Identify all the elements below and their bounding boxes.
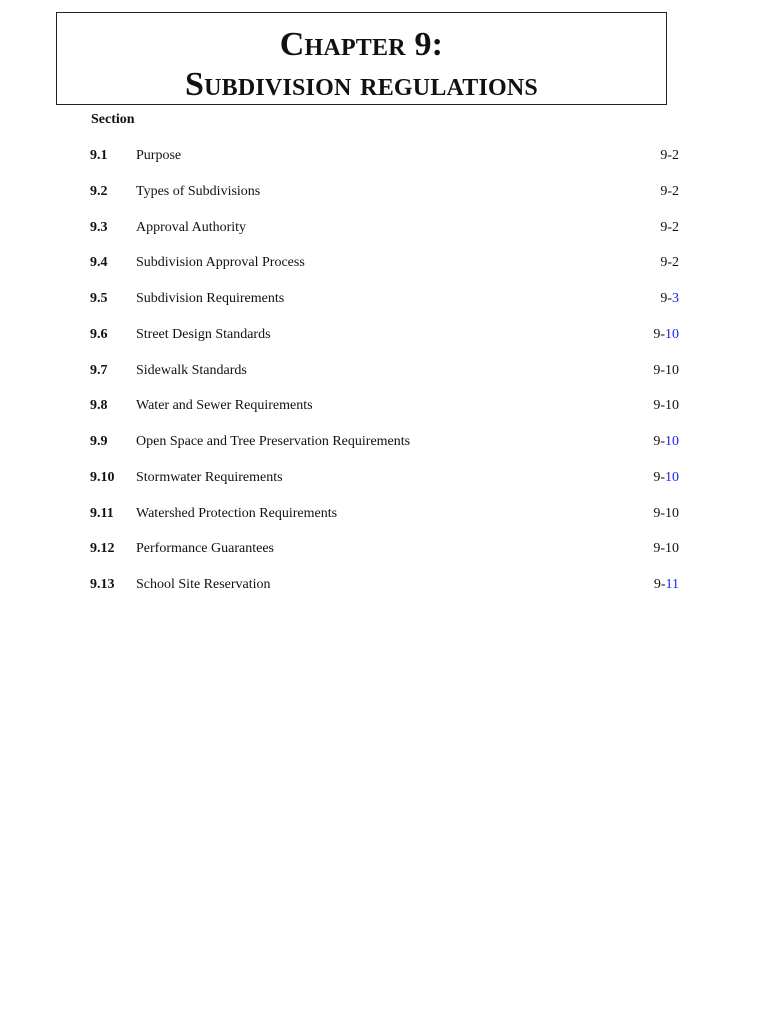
toc-entry[interactable] [0, 182, 770, 202]
toc-page-prefix: 9- [653, 541, 665, 557]
toc-page-number [660, 218, 679, 238]
toc-page-number[interactable] [660, 289, 679, 309]
toc-section-number: 9.3 [90, 219, 108, 235]
toc-page-link[interactable]: 11 [665, 577, 679, 592]
toc-page-number [653, 504, 679, 524]
toc-section-number: 9.2 [90, 183, 108, 199]
toc-entry[interactable] [0, 539, 770, 559]
toc-section-number: 9.4 [90, 255, 108, 271]
toc-page-number[interactable] [653, 432, 679, 452]
toc-page-number [653, 361, 679, 381]
toc-entry[interactable] [0, 504, 770, 524]
chapter-title-box [56, 12, 667, 105]
toc-entry[interactable] [0, 361, 770, 381]
toc-page-prefix: 9- [653, 577, 666, 592]
toc-entry[interactable] [0, 289, 770, 309]
toc-page-prefix: 9- [653, 505, 665, 521]
toc-section-title[interactable]: Open Space and Tree Preservation Requirements [136, 434, 411, 449]
chapter-title-line-2: Subdivision regulations [185, 66, 538, 103]
toc-page-prefix: 9- [653, 398, 665, 414]
toc-page-prefix: 9- [653, 469, 665, 485]
toc-page-prefix: 9- [660, 219, 672, 235]
toc-page-prefix: 9- [653, 362, 665, 378]
chapter-title-line-1: Chapter 9: [279, 26, 444, 63]
toc-entry[interactable] [0, 575, 770, 595]
toc-section-number: 9.1 [90, 148, 108, 163]
section-column-label: Section [91, 112, 135, 127]
toc-page-prefix: 9- [660, 291, 672, 306]
toc-entry[interactable] [0, 396, 770, 416]
toc-section-title[interactable]: Stormwater Requirements [136, 469, 283, 485]
toc-section-number: 9.5 [90, 291, 108, 306]
toc-page-link[interactable]: 10 [665, 326, 679, 342]
toc-page-prefix: 9- [660, 148, 672, 163]
toc-page-suffix: 10 [665, 541, 679, 557]
toc-section-number: 9.7 [90, 362, 108, 378]
toc-page-number[interactable] [653, 325, 679, 345]
toc-page-number [653, 396, 679, 416]
toc-page-suffix: 10 [665, 505, 679, 521]
toc-page-prefix: 9- [660, 255, 672, 271]
toc-section-title[interactable]: School Site Reservation [136, 577, 271, 592]
toc-page-suffix: 10 [665, 362, 679, 378]
toc-entry[interactable] [0, 218, 770, 238]
toc-section-number: 9.13 [90, 577, 115, 592]
toc-entry[interactable] [0, 325, 770, 345]
toc-entry[interactable] [0, 253, 770, 273]
toc-page-suffix: 2 [672, 255, 679, 271]
toc-page-suffix: 2 [672, 148, 679, 163]
toc-page-prefix: 9- [653, 326, 665, 342]
toc-page-link[interactable]: 10 [665, 434, 679, 449]
toc-page-suffix: 2 [672, 219, 679, 235]
toc-page-suffix: 2 [672, 183, 679, 199]
toc-section-title[interactable]: Performance Guarantees [136, 541, 274, 557]
toc-entry[interactable] [0, 432, 770, 452]
toc-section-title[interactable]: Watershed Protection Requirements [136, 505, 338, 521]
toc-entry[interactable] [0, 146, 770, 166]
toc-section-title[interactable]: Sidewalk Standards [136, 362, 247, 378]
toc-page-link[interactable]: 10 [665, 469, 679, 485]
toc-page-number [653, 539, 679, 559]
toc-section-title[interactable]: Subdivision Requirements [136, 291, 285, 306]
toc-page-number [660, 182, 679, 202]
toc-section-title[interactable]: Street Design Standards [136, 326, 271, 342]
toc-page-link[interactable]: 3 [672, 291, 679, 306]
toc-section-number: 9.12 [90, 541, 115, 557]
toc-page-prefix: 9- [660, 183, 672, 199]
toc-section-title[interactable]: Approval Authority [136, 219, 247, 235]
toc-section-number: 9.8 [90, 398, 108, 414]
toc-section-number: 9.11 [90, 505, 114, 521]
toc-section-title[interactable]: Subdivision Approval Process [136, 255, 305, 271]
toc-section-number: 9.10 [90, 469, 115, 485]
toc-section-title[interactable]: Water and Sewer Requirements [136, 398, 313, 414]
toc-section-title[interactable]: Purpose [136, 148, 182, 163]
toc-page-suffix: 10 [665, 398, 679, 414]
toc-page-number[interactable] [654, 575, 679, 595]
toc-section-number: 9.9 [90, 434, 108, 449]
toc-section-number: 9.6 [90, 326, 108, 342]
toc-page-number [660, 146, 679, 166]
toc-entry[interactable] [0, 468, 770, 488]
toc-page-number[interactable] [653, 468, 679, 488]
toc-page-number [660, 253, 679, 273]
toc-section-title[interactable]: Types of Subdivisions [136, 183, 261, 199]
toc-page-prefix: 9- [653, 434, 665, 449]
